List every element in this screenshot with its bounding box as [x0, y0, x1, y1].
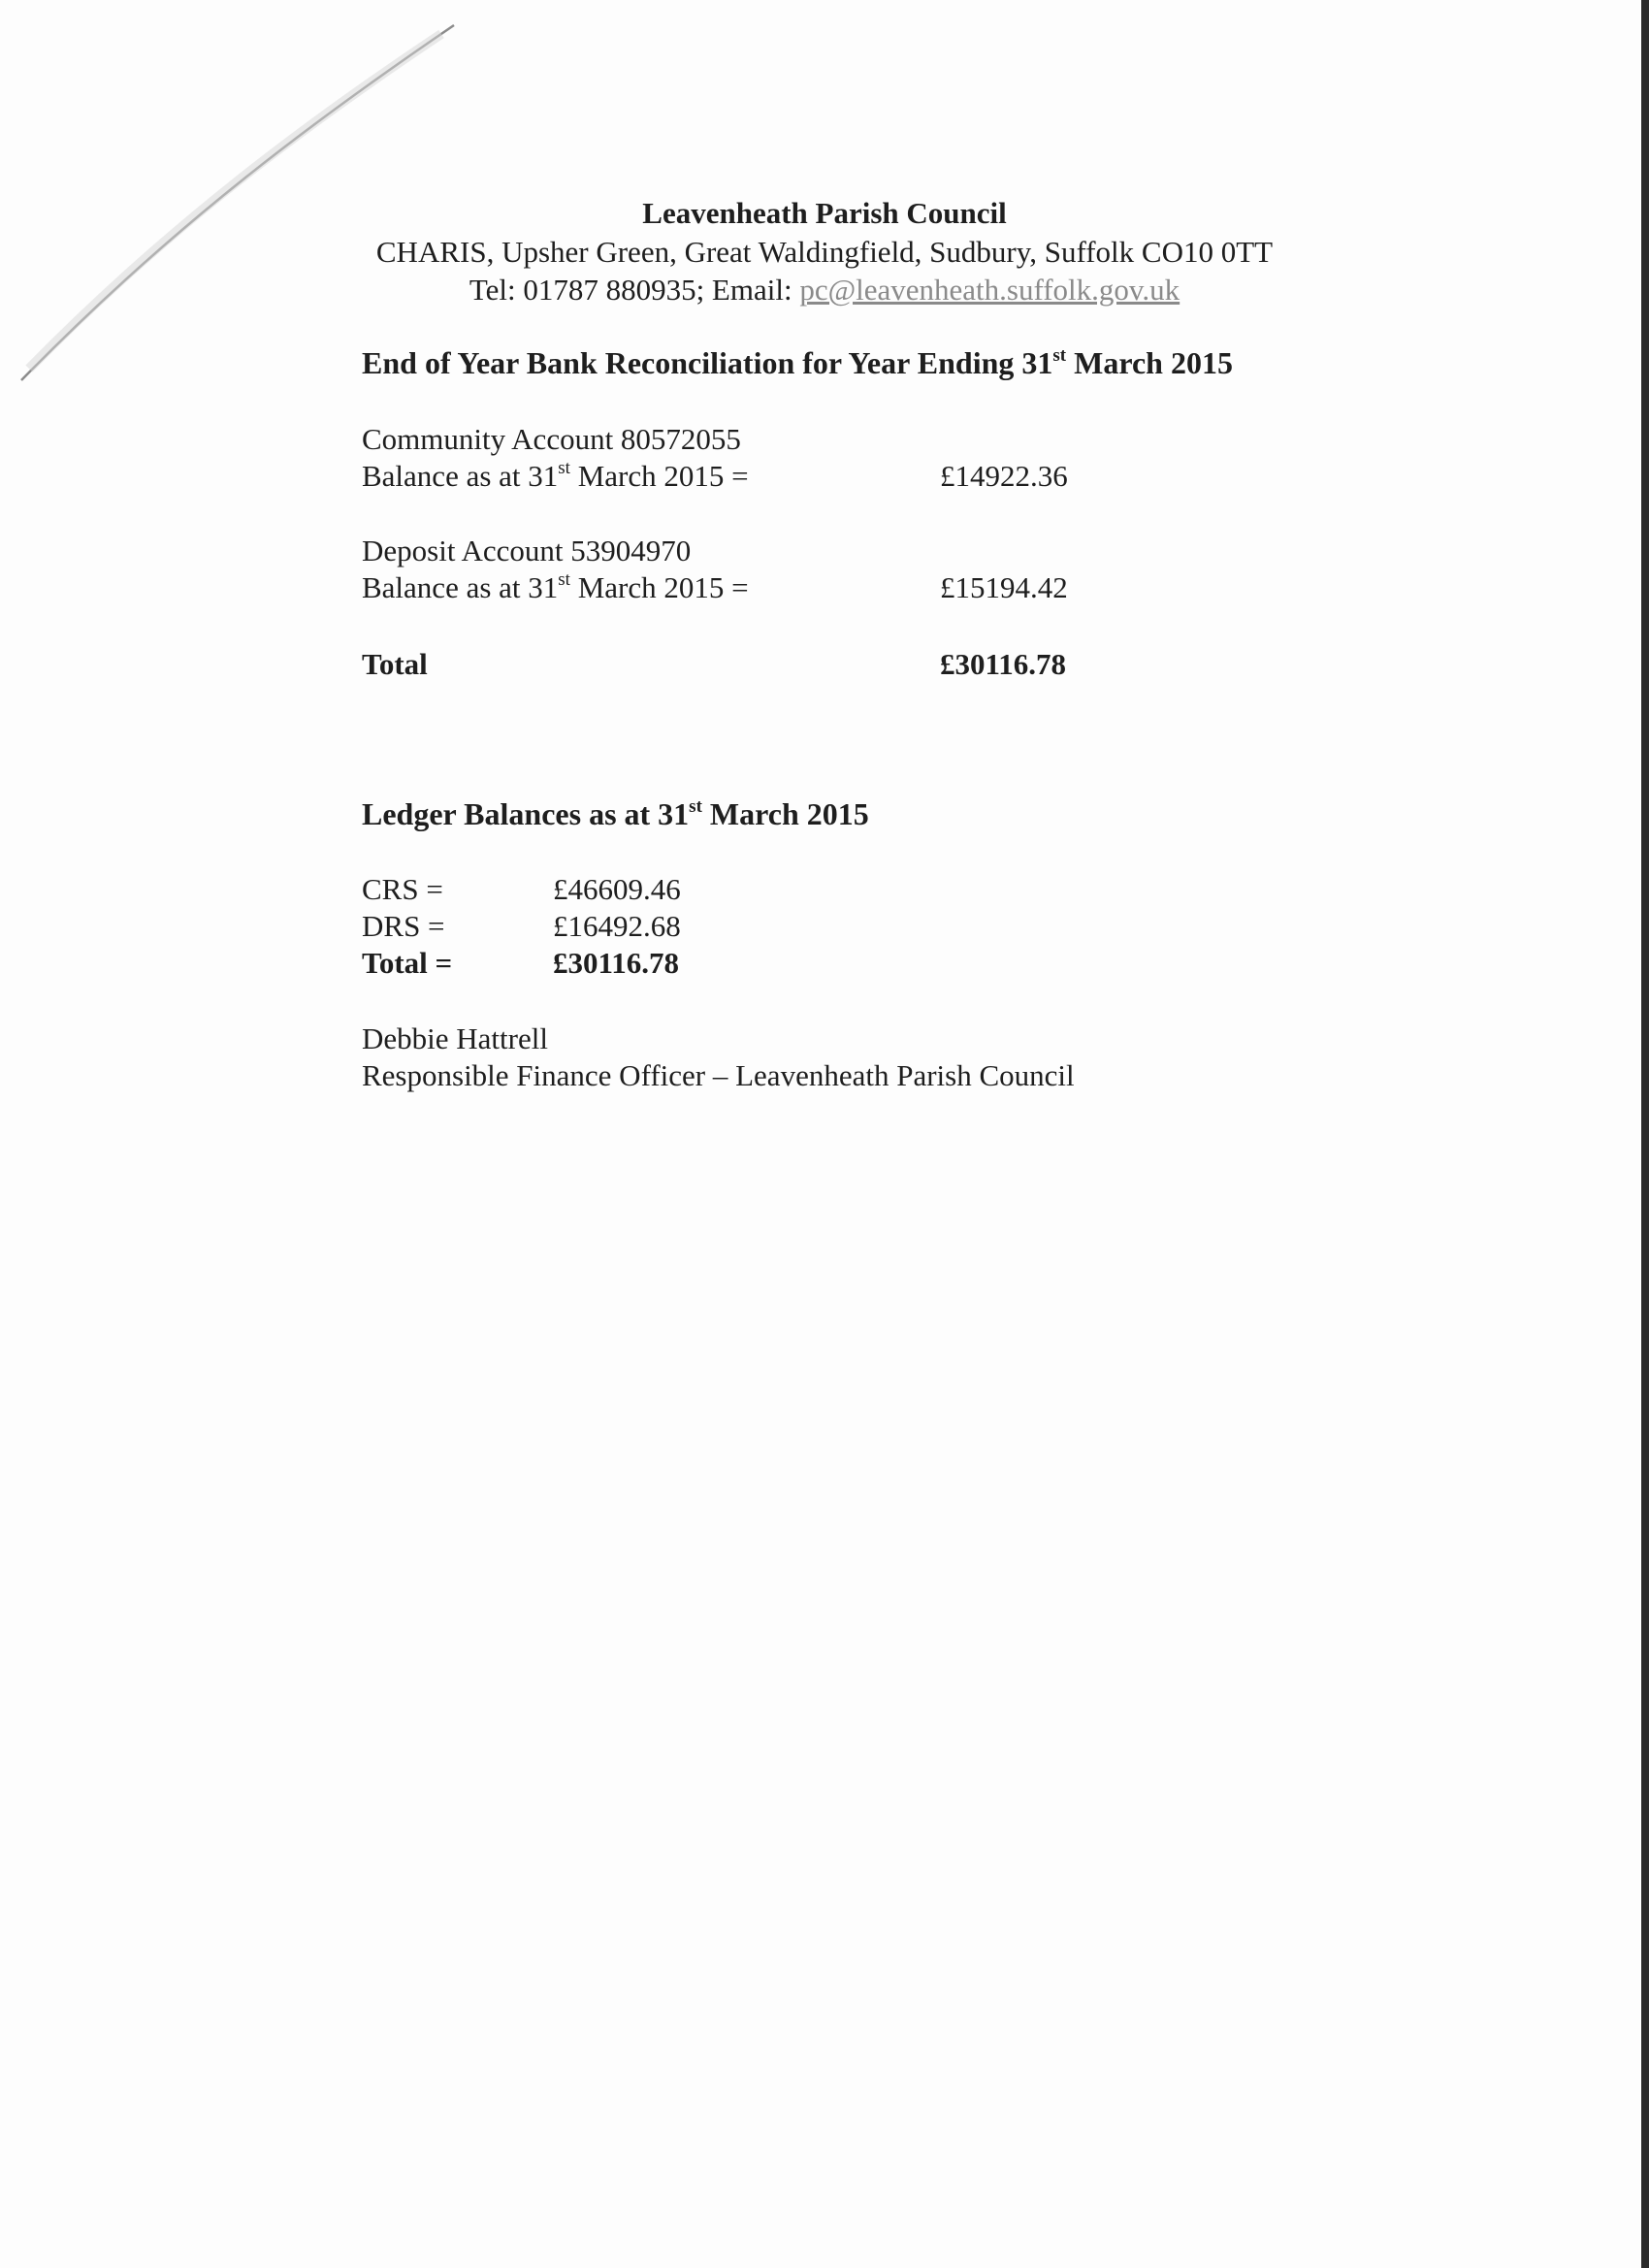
- scan-edge: [1641, 0, 1649, 2268]
- bank-total-amount: £30116.78: [940, 647, 1067, 681]
- ledger-total-label: Total =: [362, 946, 453, 980]
- ledger-total-value: £30116.78: [553, 946, 680, 980]
- deposit-balance-amount: £15194.42: [940, 570, 1068, 604]
- bank-total-label: Total: [362, 647, 428, 681]
- crs-label: CRS =: [362, 872, 443, 906]
- drs-label: DRS =: [362, 909, 445, 943]
- reconciliation-heading: End of Year Bank Reconciliation for Year Ending 31st March 2015: [362, 345, 1233, 380]
- deposit-account-label: Deposit Account 53904970: [362, 534, 692, 567]
- signatory-name: Debbie Hattrell: [362, 1021, 548, 1055]
- crs-value: £46609.46: [553, 872, 681, 906]
- email-link[interactable]: pc@leavenheath.suffolk.gov.uk: [799, 273, 1180, 307]
- drs-value: £16492.68: [553, 909, 681, 943]
- ledger-heading: Ledger Balances as at 31st March 2015: [362, 796, 869, 831]
- letterhead: [291, 194, 1358, 308]
- community-account-label: Community Account 80572055: [362, 422, 741, 456]
- community-balance-label: Balance as at 31st March 2015 =: [362, 458, 749, 493]
- community-balance-amount: £14922.36: [940, 459, 1068, 493]
- telephone-text: Tel: 01787 880935; Email:: [469, 273, 800, 307]
- organisation-contact: [291, 271, 1358, 308]
- deposit-balance-label: Balance as at 31st March 2015 =: [362, 569, 749, 604]
- signatory-title: Responsible Finance Officer – Leavenheath Parish Council: [362, 1058, 1075, 1092]
- organisation-address: CHARIS, Upsher Green, Great Waldingfield, Sudbury, Suffolk CO10 0TT: [375, 235, 1274, 269]
- organisation-name: Leavenheath Parish Council: [642, 196, 1007, 230]
